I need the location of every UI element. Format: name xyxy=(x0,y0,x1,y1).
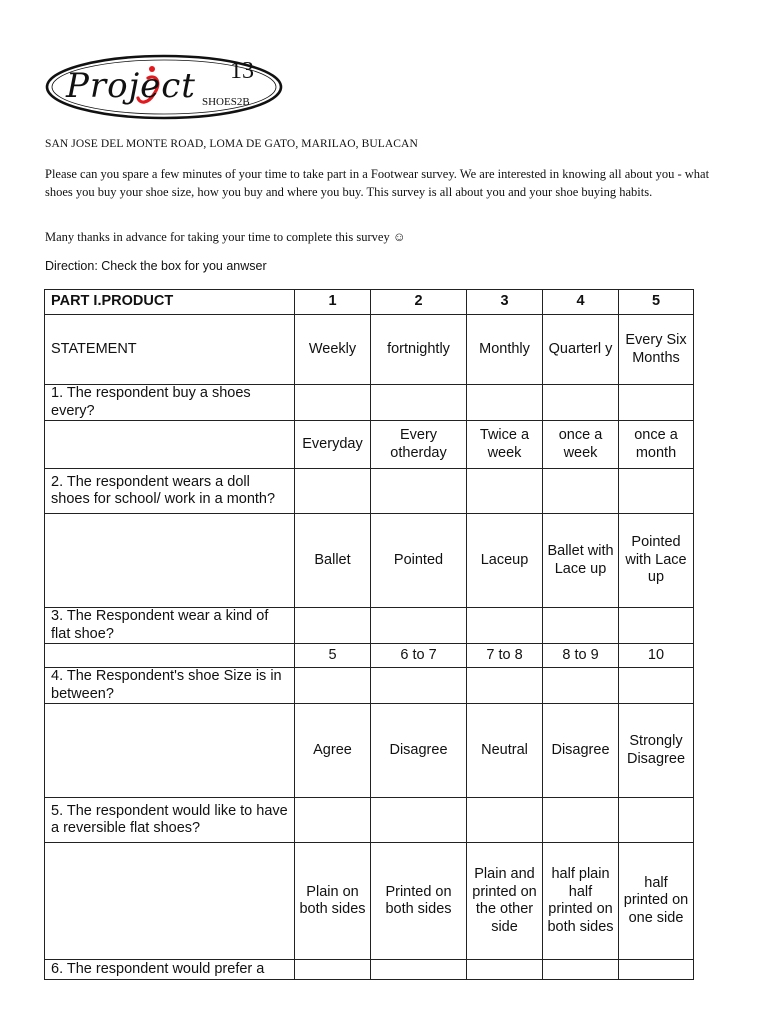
option-cell: once a month xyxy=(619,421,694,469)
answer-checkbox-cell[interactable] xyxy=(619,960,694,980)
option-cell: 10 xyxy=(619,644,694,668)
part-title: PART I.PRODUCT xyxy=(45,290,295,315)
col-number-2: 2 xyxy=(371,290,467,315)
answer-checkbox-cell[interactable] xyxy=(619,608,694,644)
statement-label: STATEMENT xyxy=(45,315,295,385)
option-cell: half plain half printed on both sides xyxy=(543,843,619,960)
option-cell: Weekly xyxy=(295,315,371,385)
question-text: 5. The respondent would like to have a reversible flat shoes? xyxy=(45,798,295,843)
empty-cell xyxy=(45,421,295,469)
answer-checkbox-cell[interactable] xyxy=(543,469,619,514)
option-cell: Ballet with Lace up xyxy=(543,514,619,608)
answer-checkbox-cell[interactable] xyxy=(295,469,371,514)
option-cell: Pointed with Lace up xyxy=(619,514,694,608)
option-cell: 7 to 8 xyxy=(467,644,543,668)
question-text: 3. The Respondent wear a kind of flat shoe? xyxy=(45,608,295,644)
col-number-3: 3 xyxy=(467,290,543,315)
company-address: SAN JOSE DEL MONTE ROAD, LOMA DE GATO, MARILAO, BULACAN xyxy=(45,138,418,150)
option-cell: Plain on both sides xyxy=(295,843,371,960)
empty-cell xyxy=(45,843,295,960)
option-cell: Plain and printed on the other side xyxy=(467,843,543,960)
option-cell: 6 to 7 xyxy=(371,644,467,668)
empty-cell xyxy=(45,704,295,798)
question-row xyxy=(45,798,694,843)
answer-checkbox-cell[interactable] xyxy=(371,385,467,421)
answer-checkbox-cell[interactable] xyxy=(619,668,694,704)
answer-checkbox-cell[interactable] xyxy=(543,608,619,644)
option-cell: 8 to 9 xyxy=(543,644,619,668)
answer-checkbox-cell[interactable] xyxy=(371,469,467,514)
answer-checkbox-cell[interactable] xyxy=(467,960,543,980)
option-cell: Neutral xyxy=(467,704,543,798)
question-text: 4. The Respondent's shoe Size is in between? xyxy=(45,668,295,704)
option-cell: Agree xyxy=(295,704,371,798)
options-row xyxy=(45,315,694,385)
option-cell: Everyday xyxy=(295,421,371,469)
options-row xyxy=(45,514,694,608)
option-cell: Disagree xyxy=(543,704,619,798)
header-row xyxy=(45,290,694,315)
empty-cell xyxy=(45,514,295,608)
options-row xyxy=(45,843,694,960)
option-cell: Every Six Months xyxy=(619,315,694,385)
option-cell: Strongly Disagree xyxy=(619,704,694,798)
answer-checkbox-cell[interactable] xyxy=(543,798,619,843)
question-row xyxy=(45,469,694,514)
option-cell: Every otherday xyxy=(371,421,467,469)
answer-checkbox-cell[interactable] xyxy=(295,668,371,704)
options-row xyxy=(45,421,694,469)
col-number-5: 5 xyxy=(619,290,694,315)
answer-checkbox-cell[interactable] xyxy=(467,385,543,421)
thanks-line xyxy=(45,230,406,245)
question-row xyxy=(45,960,694,980)
option-cell: fortnightly xyxy=(371,315,467,385)
col-number-1: 1 xyxy=(295,290,371,315)
answer-checkbox-cell[interactable] xyxy=(619,385,694,421)
options-row xyxy=(45,704,694,798)
question-row xyxy=(45,385,694,421)
smiley-icon: ☺ xyxy=(392,230,406,244)
answer-checkbox-cell[interactable] xyxy=(619,469,694,514)
question-row xyxy=(45,608,694,644)
option-cell: half printed on one side xyxy=(619,843,694,960)
answer-checkbox-cell[interactable] xyxy=(467,469,543,514)
direction-text: Direction: Check the box for you anwser xyxy=(45,259,267,273)
answer-checkbox-cell[interactable] xyxy=(371,960,467,980)
options-row xyxy=(45,644,694,668)
answer-checkbox-cell[interactable] xyxy=(295,960,371,980)
logo-subtitle: SHOES2B xyxy=(202,96,250,108)
thanks-text: Many thanks in advance for taking your time to complete this survey xyxy=(45,230,390,244)
option-cell: Disagree xyxy=(371,704,467,798)
question-text: 2. The respondent wears a doll shoes for school/ work in a month? xyxy=(45,469,295,514)
option-cell: Twice a week xyxy=(467,421,543,469)
answer-checkbox-cell[interactable] xyxy=(467,798,543,843)
survey-table xyxy=(44,289,694,980)
answer-checkbox-cell[interactable] xyxy=(371,668,467,704)
answer-checkbox-cell[interactable] xyxy=(371,798,467,843)
option-cell: once a week xyxy=(543,421,619,469)
answer-checkbox-cell[interactable] xyxy=(295,798,371,843)
empty-cell xyxy=(45,644,295,668)
answer-checkbox-cell[interactable] xyxy=(467,668,543,704)
option-cell: Monthly xyxy=(467,315,543,385)
logo-brand-text: Project xyxy=(66,66,196,106)
survey-intro: Please can you spare a few minutes of your time to take part in a Footwear survey. We are interested in knowing all about you - what shoes you buy your shoe size, how you buy and where you buy. This survey is all about you and your shoe buying habits. xyxy=(45,167,710,199)
answer-checkbox-cell[interactable] xyxy=(543,668,619,704)
option-cell: 5 xyxy=(295,644,371,668)
answer-checkbox-cell[interactable] xyxy=(371,608,467,644)
col-number-4: 4 xyxy=(543,290,619,315)
logo-number: 13 xyxy=(230,58,254,84)
project13-logo xyxy=(44,52,288,124)
answer-checkbox-cell[interactable] xyxy=(543,385,619,421)
question-text: 1. The respondent buy a shoes every? xyxy=(45,385,295,421)
question-text: 6. The respondent would prefer a xyxy=(45,960,295,980)
answer-checkbox-cell[interactable] xyxy=(295,385,371,421)
answer-checkbox-cell[interactable] xyxy=(619,798,694,843)
option-cell: Ballet xyxy=(295,514,371,608)
answer-checkbox-cell[interactable] xyxy=(467,608,543,644)
option-cell: Printed on both sides xyxy=(371,843,467,960)
option-cell: Pointed xyxy=(371,514,467,608)
question-row xyxy=(45,668,694,704)
option-cell: Quarterl y xyxy=(543,315,619,385)
answer-checkbox-cell[interactable] xyxy=(543,960,619,980)
option-cell: Laceup xyxy=(467,514,543,608)
answer-checkbox-cell[interactable] xyxy=(295,608,371,644)
